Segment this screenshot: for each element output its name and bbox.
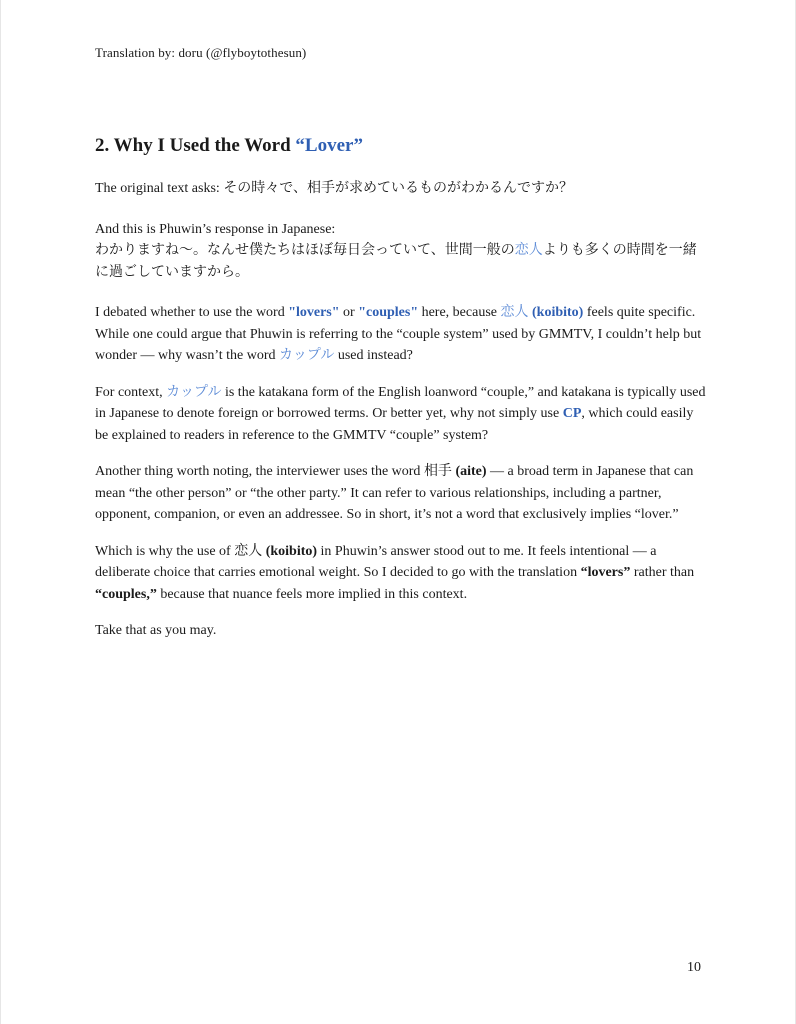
- paragraph-text: Another thing worth noting, the interviewer uses the word: [95, 464, 424, 479]
- paragraph-text: here, because: [418, 305, 501, 320]
- page-number: 10: [687, 960, 701, 975]
- paragraph-text: is the katakana form of the English loanword “couple,” and katakana is typically used in Japanese to denote foreign or borrowed terms. Or better yet, why not simply use: [95, 384, 706, 421]
- bold-term: “lovers”: [580, 565, 631, 580]
- paragraph-response: [95, 219, 707, 284]
- highlighted-term: カップル: [279, 348, 335, 363]
- bold-term: “couples,”: [95, 586, 157, 602]
- highlighted-term: 恋人: [514, 243, 543, 258]
- highlighted-term: "lovers": [288, 305, 340, 320]
- bold-term: (aite): [451, 464, 487, 479]
- paragraph-text: Which is why the use of: [95, 543, 235, 559]
- paragraph-text: feels quite specific. While one could argue that Phuwin is referring to the “couple system” used by GMMTV, I couldn’t help but wonder — why wasn’t the word: [95, 305, 702, 363]
- paragraph-text: For context,: [95, 384, 167, 400]
- paragraph-text: And this is Phuwin’s response in Japanese:: [95, 221, 336, 237]
- section-title-text: 2. Why I Used the Word: [95, 135, 296, 156]
- japanese-text: その時々で、相手が求めているものがわかるんですか？: [223, 181, 574, 196]
- highlighted-term: (koibito): [528, 305, 584, 320]
- paragraph-lovers-debate: [95, 302, 707, 367]
- highlighted-term: カップル: [166, 384, 222, 400]
- paragraph-text: The original text asks:: [95, 181, 224, 196]
- paragraph-original-question: [95, 178, 707, 200]
- section-title-highlight: “Lover”: [295, 135, 363, 156]
- paragraph-text: rather than: [630, 565, 695, 580]
- paragraph-text: used instead?: [334, 348, 413, 363]
- highlighted-term: CP: [562, 406, 582, 421]
- japanese-text: わかりますね〜。なんせ僕たちはほぼ毎日会っていて、世間一般の: [95, 243, 515, 258]
- japanese-term: 恋人: [234, 543, 263, 559]
- paragraph-text: , which could easily be explained to readers in reference to the GMMTV “couple” system?: [95, 406, 694, 443]
- highlighted-term: "couples": [358, 305, 419, 320]
- japanese-term: 相手: [423, 464, 452, 479]
- paragraph-text: I debated whether to use the word: [95, 305, 289, 320]
- paragraph-decision: [95, 541, 707, 606]
- paragraph-context: [95, 382, 707, 447]
- paragraph-closing: Take that as you may.: [95, 623, 217, 638]
- paragraph-text: — a broad term in Japanese that can mean “the other person” or “the other party.” It can refer to various relationships, including a partner, opponent, companion, or even an addressee. So in short, it’s not a word that exclusively implies “lover.”: [95, 464, 694, 522]
- paragraph-text: or: [339, 305, 359, 320]
- japanese-text: よりも多くの時間を一緒に過ごしていますから。: [95, 243, 697, 280]
- paragraph-text: in Phuwin’s answer stood out to me. It feels intentional — a deliberate choice that carries emotional weight. So I decided to go with the translation: [95, 543, 657, 580]
- body-content: [95, 178, 707, 657]
- section-title: [95, 135, 363, 157]
- highlighted-term: 恋人: [500, 305, 529, 320]
- paragraph-text: because that nuance feels more implied in this context.: [156, 586, 468, 602]
- paragraph-aite: [95, 461, 707, 526]
- translation-credit: Translation by: doru (@flyboytothesun): [95, 45, 307, 60]
- bold-term: (koibito): [262, 543, 318, 559]
